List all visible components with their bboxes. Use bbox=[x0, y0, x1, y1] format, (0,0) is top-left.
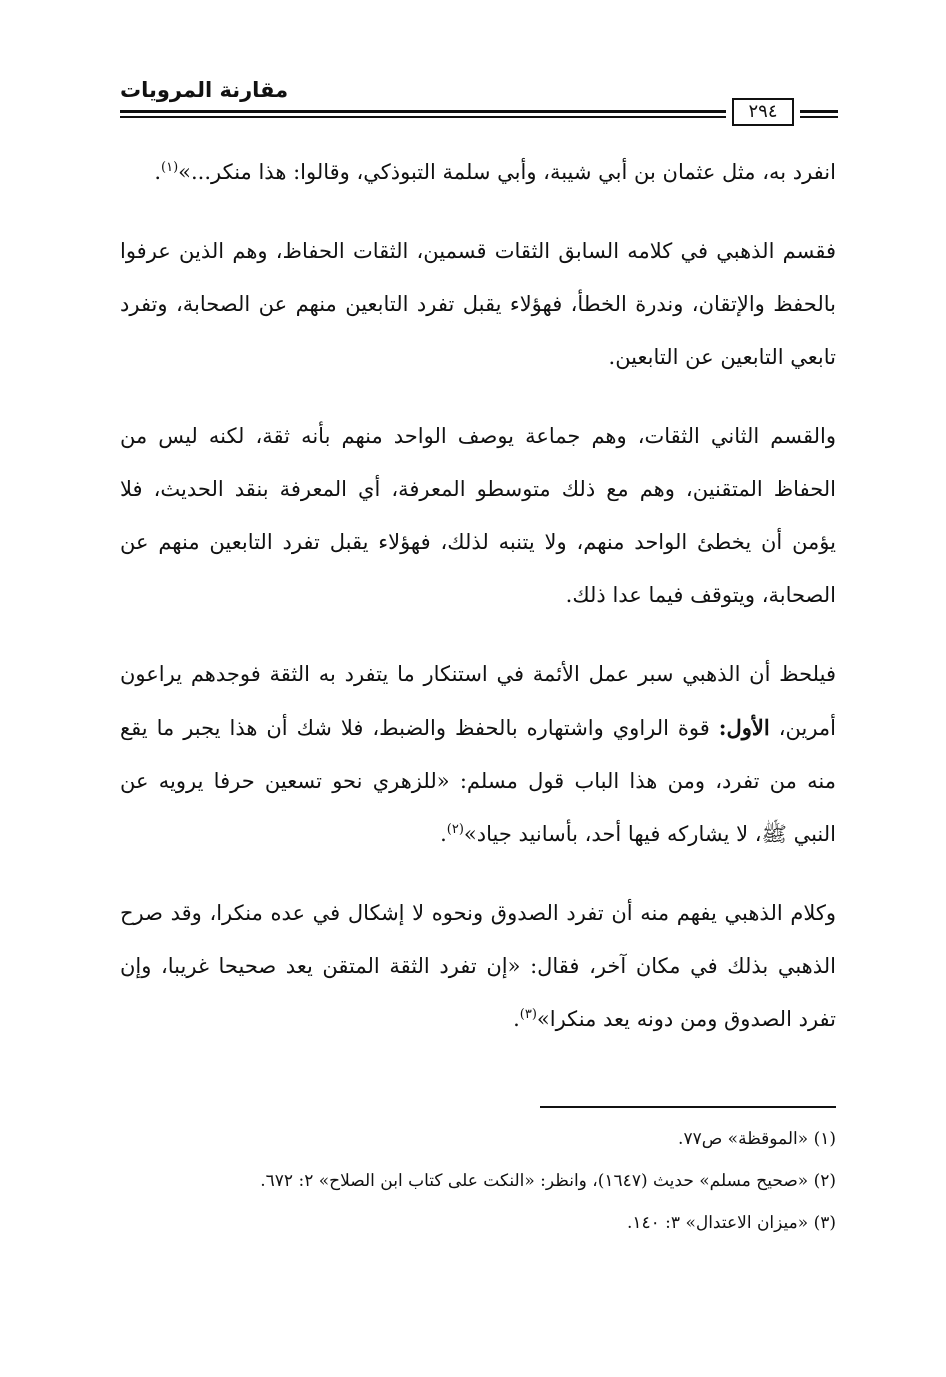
book-title: مقارنة المرويات bbox=[120, 78, 289, 102]
paragraph-text: فيلحظ أن الذهبي سبر عمل الأئمة في استنكار ما يتفرد به الثقة فوجدهم يراعون أمرين، bbox=[120, 662, 836, 740]
footnote-ref: (٣) bbox=[519, 1007, 537, 1022]
footnote: (١) «الموقظة» ص٧٧. bbox=[678, 1129, 836, 1149]
header-rule-thick bbox=[120, 110, 726, 113]
paragraph-text-continued: قوة الراوي واشتهاره بالحفظ والضبط، فلا شك أن هذا يجبر ما يقع منه من تفرد، ومن هذا الباب قول مسلم: «للزهري نحو تسعين حرفا يرويه عن النبي ﷺ، لا يشاركه فيها أحد، بأسانيد جياد» bbox=[120, 716, 836, 846]
footnote-ref: (٢) bbox=[446, 822, 464, 837]
paragraph bbox=[120, 648, 836, 861]
paragraph-end: . bbox=[513, 1007, 520, 1031]
paragraph bbox=[120, 887, 836, 1046]
paragraph-end: . bbox=[154, 160, 162, 184]
footnote-separator bbox=[540, 1106, 836, 1108]
paragraph-end: . bbox=[440, 822, 447, 846]
paragraph-text: وكلام الذهبي يفهم منه أن تفرد الصدوق ونحوه لا إشكال في عده منكرا، وقد صرح الذهبي بذلك في مكان آخر، فقال: «إن تفرد الثقة المتقن يعد صحيحا غريبا، وإن تفرد الصدوق ومن دونه يعد منكرا» bbox=[120, 901, 836, 1031]
paragraph-text: فقسم الذهبي في كلامه السابق الثقات قسمين، الثقات الحفاظ، وهم الذين عرفوا بالحفظ والإتقان، وندرة الخطأ، فهؤلاء يقبل تفرد التابعين منهم عن الصحابة، وتفرد تابعي التابعين عن التابعين. bbox=[120, 239, 836, 369]
footnote-ref: (١) bbox=[161, 160, 179, 175]
paragraph-text: انفرد به، مثل عثمان بن أبي شيبة، وأبي سلمة التبوذكي، وقالوا: هذا منكر...» bbox=[178, 160, 836, 184]
bold-keyword: الأول: bbox=[718, 715, 770, 740]
paragraph-text: والقسم الثاني الثقات، وهم جماعة يوصف الواحد منهم بأنه ثقة، لكنه ليس من الحفاظ المتقنين، وهم مع ذلك متوسطو المعرفة، أي المعرفة بنقد الحديث، فلا يؤمن أن يخطئ الواحد منهم، ولا يتنبه لذلك، فهؤلاء يقبل تفرد التابعين منهم عن الصحابة، ويتوقف فيما عدا ذلك. bbox=[120, 424, 836, 607]
header-rule-right-thin bbox=[800, 116, 838, 118]
footnote: (٢) «صحيح مسلم» حديث (١٦٤٧)، وانظر: «النكت على كتاب ابن الصلاح» ٢: ٦٧٢. bbox=[260, 1171, 836, 1191]
main-text bbox=[120, 146, 836, 1072]
page-number: ٢٩٤ bbox=[732, 98, 794, 126]
paragraph bbox=[120, 410, 836, 622]
header-rule-right-thick bbox=[800, 110, 838, 113]
footnote: (٣) «ميزان الاعتدال» ٣: ١٤٠. bbox=[626, 1213, 836, 1233]
page-header bbox=[120, 78, 838, 130]
paragraph bbox=[120, 225, 836, 384]
paragraph bbox=[120, 146, 836, 199]
footnotes bbox=[120, 1124, 836, 1250]
header-rule-thin bbox=[120, 116, 726, 118]
